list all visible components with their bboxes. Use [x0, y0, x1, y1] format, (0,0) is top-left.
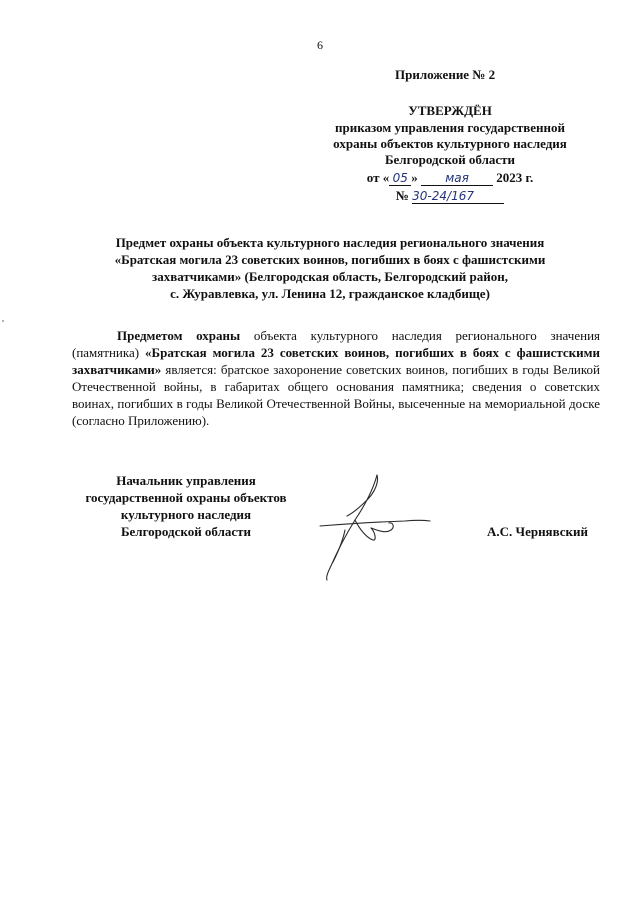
- approval-line-1: приказом управления государственной: [335, 120, 565, 135]
- signer-name: А.С. Чернявский: [487, 524, 589, 539]
- monument-name: «Братская могила 23 советских воинов, погибших в боях с фашистскими захватчиками»: [72, 345, 601, 377]
- title-line-1: Предмет охраны объекта культурного наследия регионального значения: [115, 235, 545, 250]
- body-text-1: объекта культурного наследия регионального значения (памятника): [72, 328, 600, 360]
- title-line-2: «Братская могила 23 советских воинов, погибших в боях с фашистскими: [114, 252, 546, 267]
- number-prefix: №: [395, 188, 409, 203]
- approval-line-3: Белгородской области: [384, 152, 516, 167]
- title-line-4: с. Журавлевка, ул. Ленина 12, гражданское кладбище): [170, 286, 490, 301]
- body-text-2: является: братское захоронение советских воинов, погибших в годы Великой Отечественной войны, в габаритах общего основания памятника; сведения о советских воинах, погибших в годы Великой Отечественной Войны, высеченные на мемориальной доске (согласно Приложению).: [72, 362, 600, 428]
- document-title: [60, 234, 600, 302]
- body-paragraph: [72, 327, 600, 429]
- lead-bold: Предметом охраны: [117, 328, 241, 343]
- position-line-3: культурного наследия: [120, 507, 252, 522]
- number-value: 30-24/167: [412, 189, 504, 204]
- position-line-4: Белгородской области: [120, 524, 252, 539]
- date-mid: »: [411, 170, 418, 185]
- position-line-2: государственной охраны объектов: [85, 490, 287, 505]
- approval-heading: УТВЕРЖДЁН: [408, 103, 492, 118]
- date-month: мая: [421, 171, 493, 186]
- appendix-label: Приложение № 2: [395, 67, 496, 82]
- approval-line-2: охраны объектов культурного наследия: [333, 136, 567, 151]
- approval-date: [300, 170, 600, 186]
- approval-block: [300, 103, 600, 204]
- date-year: 2023 г.: [496, 170, 534, 185]
- date-day: 05: [389, 171, 411, 186]
- position-line-1: Начальник управления: [116, 473, 256, 488]
- date-prefix: от «: [366, 170, 390, 185]
- scan-artifact: [2, 320, 4, 322]
- title-line-3: захватчиками» (Белгородская область, Белгородский район,: [152, 269, 508, 284]
- handwritten-signature: [315, 470, 445, 585]
- signatory-position: [70, 472, 302, 540]
- order-number: [300, 188, 600, 204]
- page-number: 6: [317, 38, 323, 52]
